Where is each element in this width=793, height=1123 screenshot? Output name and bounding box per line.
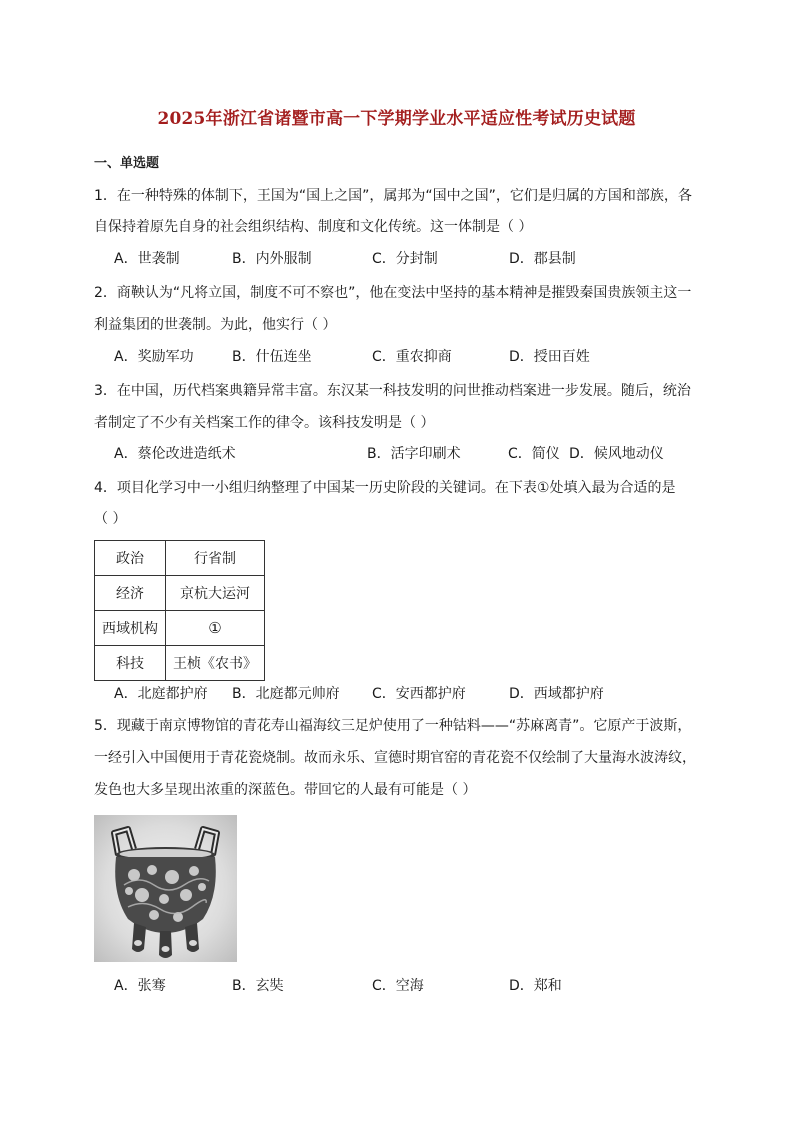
q1-line-2: 自保持着原先自身的社会组织结构、制度和文化传统。这一体制是（ ） [94, 219, 533, 235]
q2-line-2: 利益集团的世袭制。为此，他实行（ ） [94, 317, 337, 333]
table-row [95, 576, 265, 611]
q5-line-3: 发色也大多呈现出浓重的深蓝色。带回它的人最有可能是（ ） [94, 782, 477, 798]
q4-line-2: （ ） [94, 511, 127, 527]
q5-line-2: 一经引入中国便用于青花瓷烧制。故而永乐、宣德时期官窑的青花瓷不仅绘制了大量海水波涛纹， [94, 750, 696, 766]
table-cell-label: 西域机构 [95, 611, 166, 646]
q4-line-1: 4．项目化学习中一小组归纳整理了中国某一历史阶段的关键词。在下表①处填入最为合适的是 [94, 480, 676, 496]
table-cell-value: 王桢《农书》 [166, 646, 265, 681]
q5-option-c[interactable]: C．空海 [372, 978, 424, 994]
table-cell-blank-marker: ① [166, 611, 265, 646]
q4-option-b[interactable]: B．北庭都元帅府 [232, 686, 340, 702]
section-heading: 一、单选题 [94, 156, 160, 171]
q2-option-b[interactable]: B．什伍连坐 [232, 349, 312, 365]
q2-line-1: 2．商鞅认为“凡将立国，制度不可不察也”，他在变法中坚持的基本精神是摧毁秦国贵族领主这一 [94, 285, 692, 301]
table-cell-label: 政治 [95, 541, 166, 576]
q2-option-d[interactable]: D．授田百姓 [509, 349, 590, 365]
q4-option-c[interactable]: C．安西都护府 [372, 686, 466, 702]
q1-option-d[interactable]: D．郡县制 [509, 251, 576, 267]
q3-line-2: 者制定了不少有关档案工作的律令。该科技发明是（ ） [94, 415, 435, 431]
exam-title: 2025年浙江省诸暨市高一下学期学业水平适应性考试历史试题 [157, 109, 636, 129]
q5-option-d[interactable]: D．郑和 [509, 978, 562, 994]
q1-option-a[interactable]: A．世袭制 [114, 251, 180, 267]
table-row [95, 646, 265, 681]
q4-option-a[interactable]: A．北庭都护府 [114, 686, 208, 702]
q5-line-1: 5．现藏于南京博物馆的青花寿山福海纹三足炉使用了一种钴料——“苏麻离青”。它原产于波斯， [94, 718, 692, 734]
q3-line-1: 3．在中国，历代档案典籍异常丰富。东汉某一科技发明的问世推动档案进一步发展。随后，统治 [94, 383, 691, 399]
table-cell-label: 科技 [95, 646, 166, 681]
q1-line-1: 1．在一种特殊的体制下，王国为“国上之国”，属邦为“国中之国”，它们是归属的方国和部族，各 [94, 188, 692, 204]
blue-white-tripod-censer-image [94, 815, 237, 962]
table-row [95, 541, 265, 576]
q3-option-d[interactable]: D．候风地动仪 [569, 446, 664, 462]
table-row [95, 611, 265, 646]
q1-option-b[interactable]: B．内外服制 [232, 251, 312, 267]
table-cell-value: 行省制 [166, 541, 265, 576]
q5-option-a[interactable]: A．张骞 [114, 978, 166, 994]
keyword-table [94, 540, 265, 681]
q4-option-d[interactable]: D．西域都护府 [509, 686, 604, 702]
q3-option-a[interactable]: A．蔡伦改进造纸术 [114, 446, 236, 462]
q1-option-c[interactable]: C．分封制 [372, 251, 438, 267]
table-cell-value: 京杭大运河 [166, 576, 265, 611]
q3-option-c[interactable]: C．简仪 [508, 446, 560, 462]
q3-option-b[interactable]: B．活字印刷术 [367, 446, 461, 462]
q2-option-c[interactable]: C．重农抑商 [372, 349, 452, 365]
table-cell-label: 经济 [95, 576, 166, 611]
q2-option-a[interactable]: A．奖励军功 [114, 349, 194, 365]
censer-illustration [94, 815, 237, 962]
q5-option-b[interactable]: B．玄奘 [232, 978, 284, 994]
